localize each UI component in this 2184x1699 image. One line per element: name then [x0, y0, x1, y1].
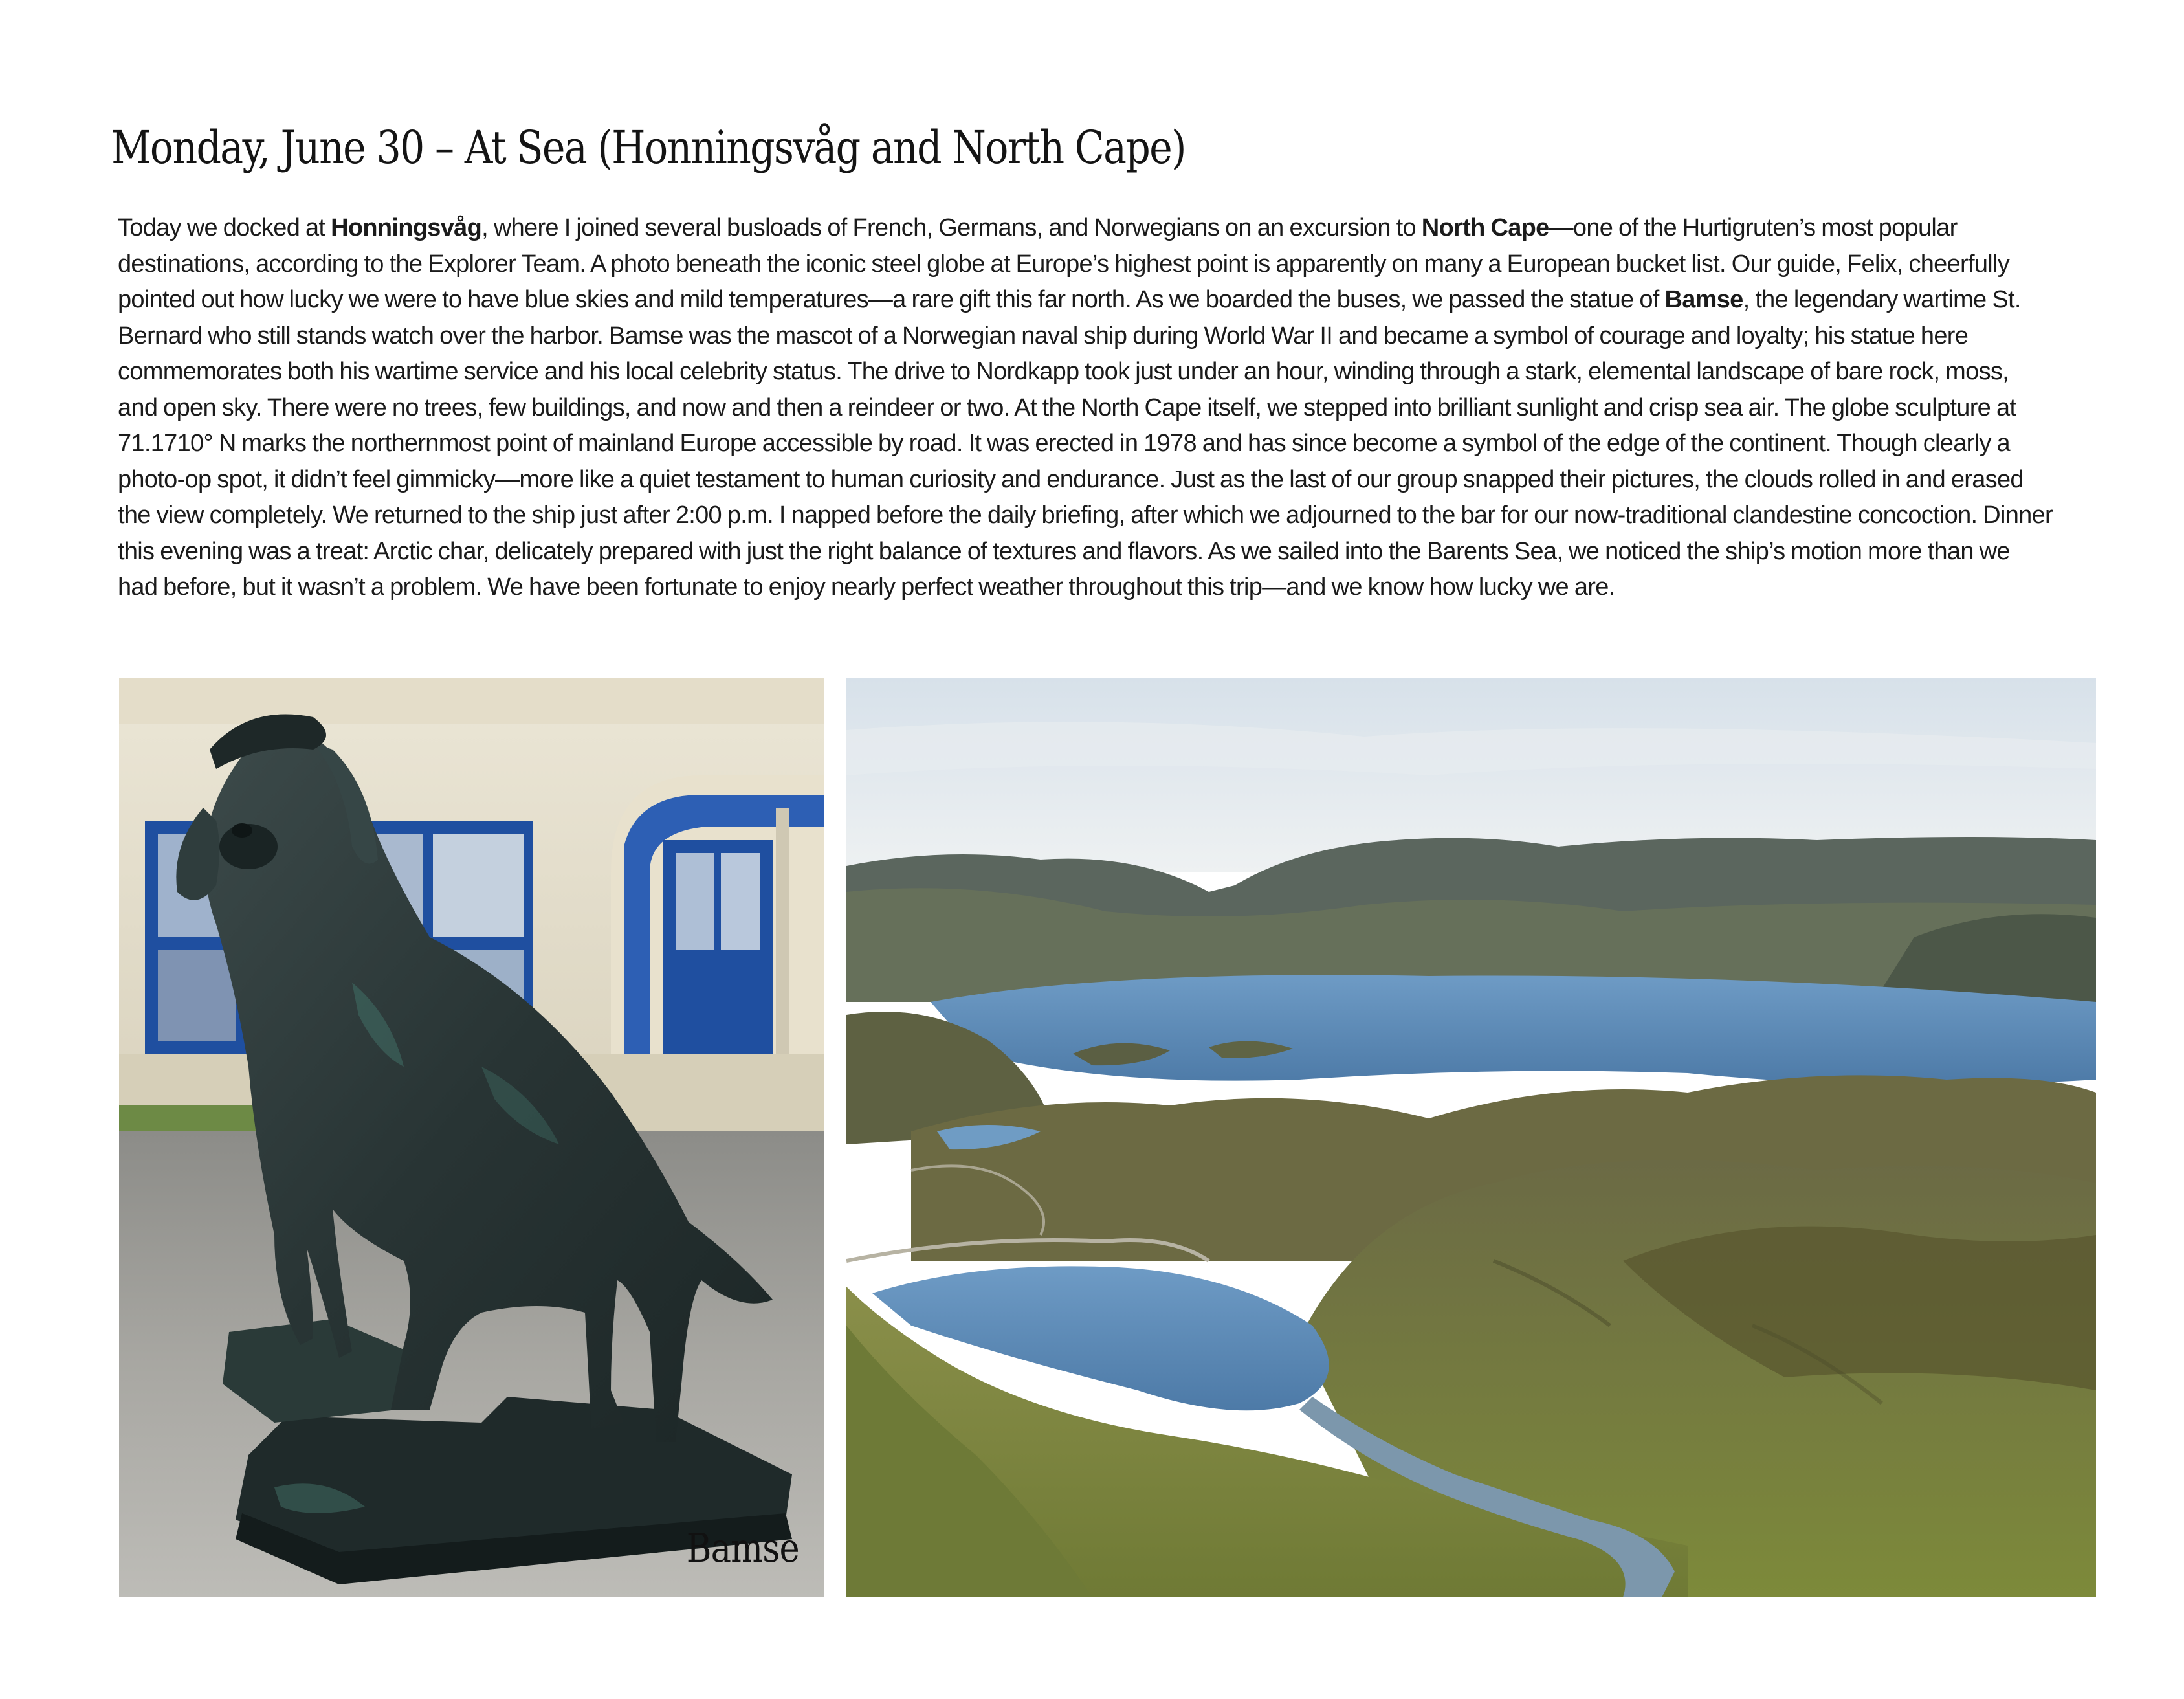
journal-paragraph: [118, 210, 2053, 606]
photo-caption: Bamse: [686, 1524, 799, 1571]
paragraph-text: , where I joined several busloads of French, Germans, and Norwegians on an excursion to: [481, 214, 1422, 241]
place-honningsvag: Honningsvåg: [331, 214, 482, 241]
paragraph-text: —one of the Hurtigruten’s most popular destinations, according to the Explorer Team. A photo beneath the iconic steel globe at Europe’s highest point is apparently on many a European bucket list. Our guide, Felix, cheerfully pointed out how lucky we were to have blue skies and mild temperatures—a rare gift this far north. As we boarded the buses, we passed the statue of: [118, 214, 2010, 313]
name-bamse: Bamse: [1664, 286, 1743, 313]
north-cape-landscape-image: [846, 678, 2096, 1597]
bamse-statue-photo: [119, 678, 824, 1597]
north-cape-landscape-photo: [846, 678, 2096, 1597]
place-north-cape: North Cape: [1421, 214, 1549, 241]
paragraph-text: Today we docked at: [118, 214, 331, 241]
paragraph-text: , the legendary wartime St. Bernard who still stands watch over the harbor. Bamse was the mascot of a Norwegian naval ship during World War II and became a symbol of courage and loyalty; his statue here commemorates both his wartime service and his local celebrity status. The drive to Nordkapp took just under an hour, winding through a stark, elemental landscape of bare rock, moss, and open sky. There were no trees, few buildings, and now and then a reindeer or two. At the North Cape itself, we stepped into brilliant sunlight and crisp sea air. The globe sculpture at 71.1710° N marks the northernmost point of mainland Europe accessible by road. It was erected in 1978 and has since become a symbol of the edge of the continent. Though clearly a photo-op spot, it didn’t feel gimmicky—more like a quiet testament to human curiosity and endurance. Just as the last of our group snapped their pictures, the clouds rolled in and erased the view completely. We returned to the ship just after 2:00 p.m. I napped before the daily briefing, after which we adjourned to the bar for our now-traditional clandestine concoction. Dinner this evening was a treat: Arctic char, delicately prepared with just the right balance of textures and flavors. As we sailed into the Barents Sea, we noticed the ship’s motion more than we had before, but it wasn’t a problem. We have been fortunate to enjoy nearly perfect weather throughout this trip—and we know how lucky we are.: [118, 286, 2053, 601]
bamse-statue-image: [119, 678, 824, 1597]
page-title: Monday, June 30 – At Sea (Honningsvåg and North Cape): [111, 121, 1186, 174]
